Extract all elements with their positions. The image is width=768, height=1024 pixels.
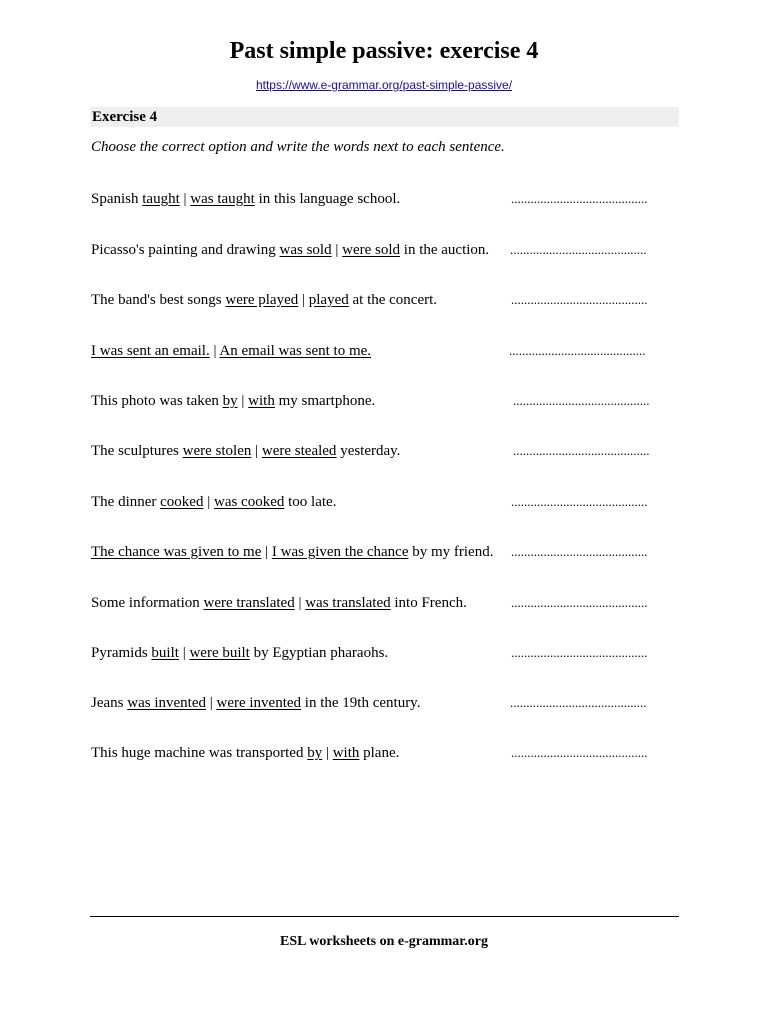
sentence-row [91,542,681,562]
answer-blank[interactable]: .......................................... [511,494,648,509]
source-link[interactable]: https://www.e-grammar.org/past-simple-passive/ [255,78,513,92]
sentence-fragment: by my friend. [408,544,494,560]
answer-option[interactable]: cooked [160,494,204,510]
sentence-fragment: This photo was taken [91,393,223,409]
sentence-fragment: Pyramids [91,645,152,661]
sentence-fragment: The dinner [91,494,161,510]
answer-option[interactable]: was invented [127,695,206,711]
answer-option[interactable]: taught [142,191,180,207]
sentence-text [91,189,400,209]
answer-option[interactable]: were stolen [182,443,252,459]
sentence-fragment: yesterday. [336,443,401,459]
sentence-fragment: The band's best songs [91,292,226,308]
sentence-row [91,593,681,613]
answer-blank[interactable]: .......................................... [510,695,647,710]
sentence-text [91,643,388,663]
answer-blank[interactable]: .......................................... [511,595,648,610]
sentence-fragment: | [203,494,214,510]
sentence-fragment: | [179,191,191,207]
answer-option[interactable]: were sold [342,242,401,258]
sentence-fragment: in this language school. [254,191,401,207]
answer-option[interactable]: were stealed [261,443,337,459]
sentence-fragment: by Egyptian pharaohs. [249,645,389,661]
answer-option[interactable]: The chance was given to me [91,544,262,560]
sentence-text [91,492,336,512]
answer-option[interactable]: by [222,393,238,409]
answer-option[interactable]: I was sent an email. [91,343,210,359]
sentence-fragment: Picasso's painting and drawing [91,242,280,258]
sentence-fragment: | [331,242,343,258]
sentence-fragment: | [209,343,220,359]
answer-blank[interactable]: .......................................... [509,343,646,358]
sentence-fragment: Some information [91,595,204,611]
sentence-text [91,391,375,411]
answer-option[interactable]: were built [189,645,250,661]
answer-option[interactable]: An email was sent to me. [219,343,372,359]
sentence-fragment: my smartphone. [274,393,376,409]
sentence-text [91,341,371,361]
page-title: Past simple passive: exercise 4 [229,38,539,64]
sentence-text [91,240,489,260]
sentence-fragment: at the concert. [348,292,438,308]
sentence-row [91,441,681,461]
answer-option[interactable]: were translated [203,595,295,611]
answer-option[interactable]: built [151,645,179,661]
sentence-fragment: in the 19th century. [301,695,421,711]
sentence-fragment: Spanish [91,191,143,207]
sentence-row [91,693,681,713]
sentence-row [91,643,681,663]
sentence-fragment: | [251,443,262,459]
sentence-row [91,189,681,209]
answer-blank[interactable]: .......................................... [513,443,650,458]
sentence-fragment: in the auction. [400,242,490,258]
sentence-fragment: | [205,695,217,711]
answer-blank[interactable]: .......................................... [513,393,650,408]
answer-option[interactable]: was translated [305,595,391,611]
sentence-fragment: into French. [390,595,467,611]
sentence-fragment: | [322,745,333,761]
answer-blank[interactable]: .......................................... [510,242,647,257]
answer-blank[interactable]: .......................................... [511,645,648,660]
answer-blank[interactable]: .......................................... [511,544,648,559]
sentence-row [91,492,681,512]
answer-option[interactable]: were invented [216,695,302,711]
exercise-heading: Exercise 4 [90,107,679,127]
answer-option[interactable]: played [308,292,349,308]
answer-option[interactable]: with [332,745,360,761]
sentence-text [91,743,399,763]
answer-option[interactable]: was cooked [213,494,285,510]
sentence-fragment: | [237,393,249,409]
sentence-row [91,240,681,260]
sentence-text [91,441,400,461]
sentence-row [91,743,681,763]
answer-option[interactable]: was taught [190,191,255,207]
sentence-row [91,341,681,361]
sentence-text [91,593,467,613]
instruction-text: Choose the correct option and write the words next to each sentence. [91,139,505,155]
answer-blank[interactable]: .......................................... [511,191,648,206]
answer-blank[interactable]: .......................................... [511,745,648,760]
answer-option[interactable]: was sold [279,242,332,258]
sentence-text [91,542,493,562]
footer-divider [90,916,679,917]
answer-option[interactable]: I was given the chance [271,544,409,560]
sentence-fragment: | [178,645,190,661]
sentence-fragment: plane. [359,745,400,761]
sentence-fragment: The sculptures [91,443,183,459]
sentence-row [91,391,681,411]
sentence-row [91,290,681,310]
sentence-fragment: This huge machine was transported [91,745,308,761]
answer-option[interactable]: were played [225,292,299,308]
answer-option[interactable]: by [307,745,323,761]
sentence-fragment: | [298,292,309,308]
answer-blank[interactable]: .......................................... [511,292,648,307]
sentence-fragment: too late. [284,494,337,510]
sentence-fragment: | [261,544,272,560]
footer-text: ESL worksheets on e-grammar.org [280,934,488,949]
answer-option[interactable]: with [248,393,275,409]
sentence-text [91,290,437,310]
sentence-text [91,693,420,713]
sentence-fragment: | [294,595,306,611]
sentence-fragment: Jeans [91,695,128,711]
